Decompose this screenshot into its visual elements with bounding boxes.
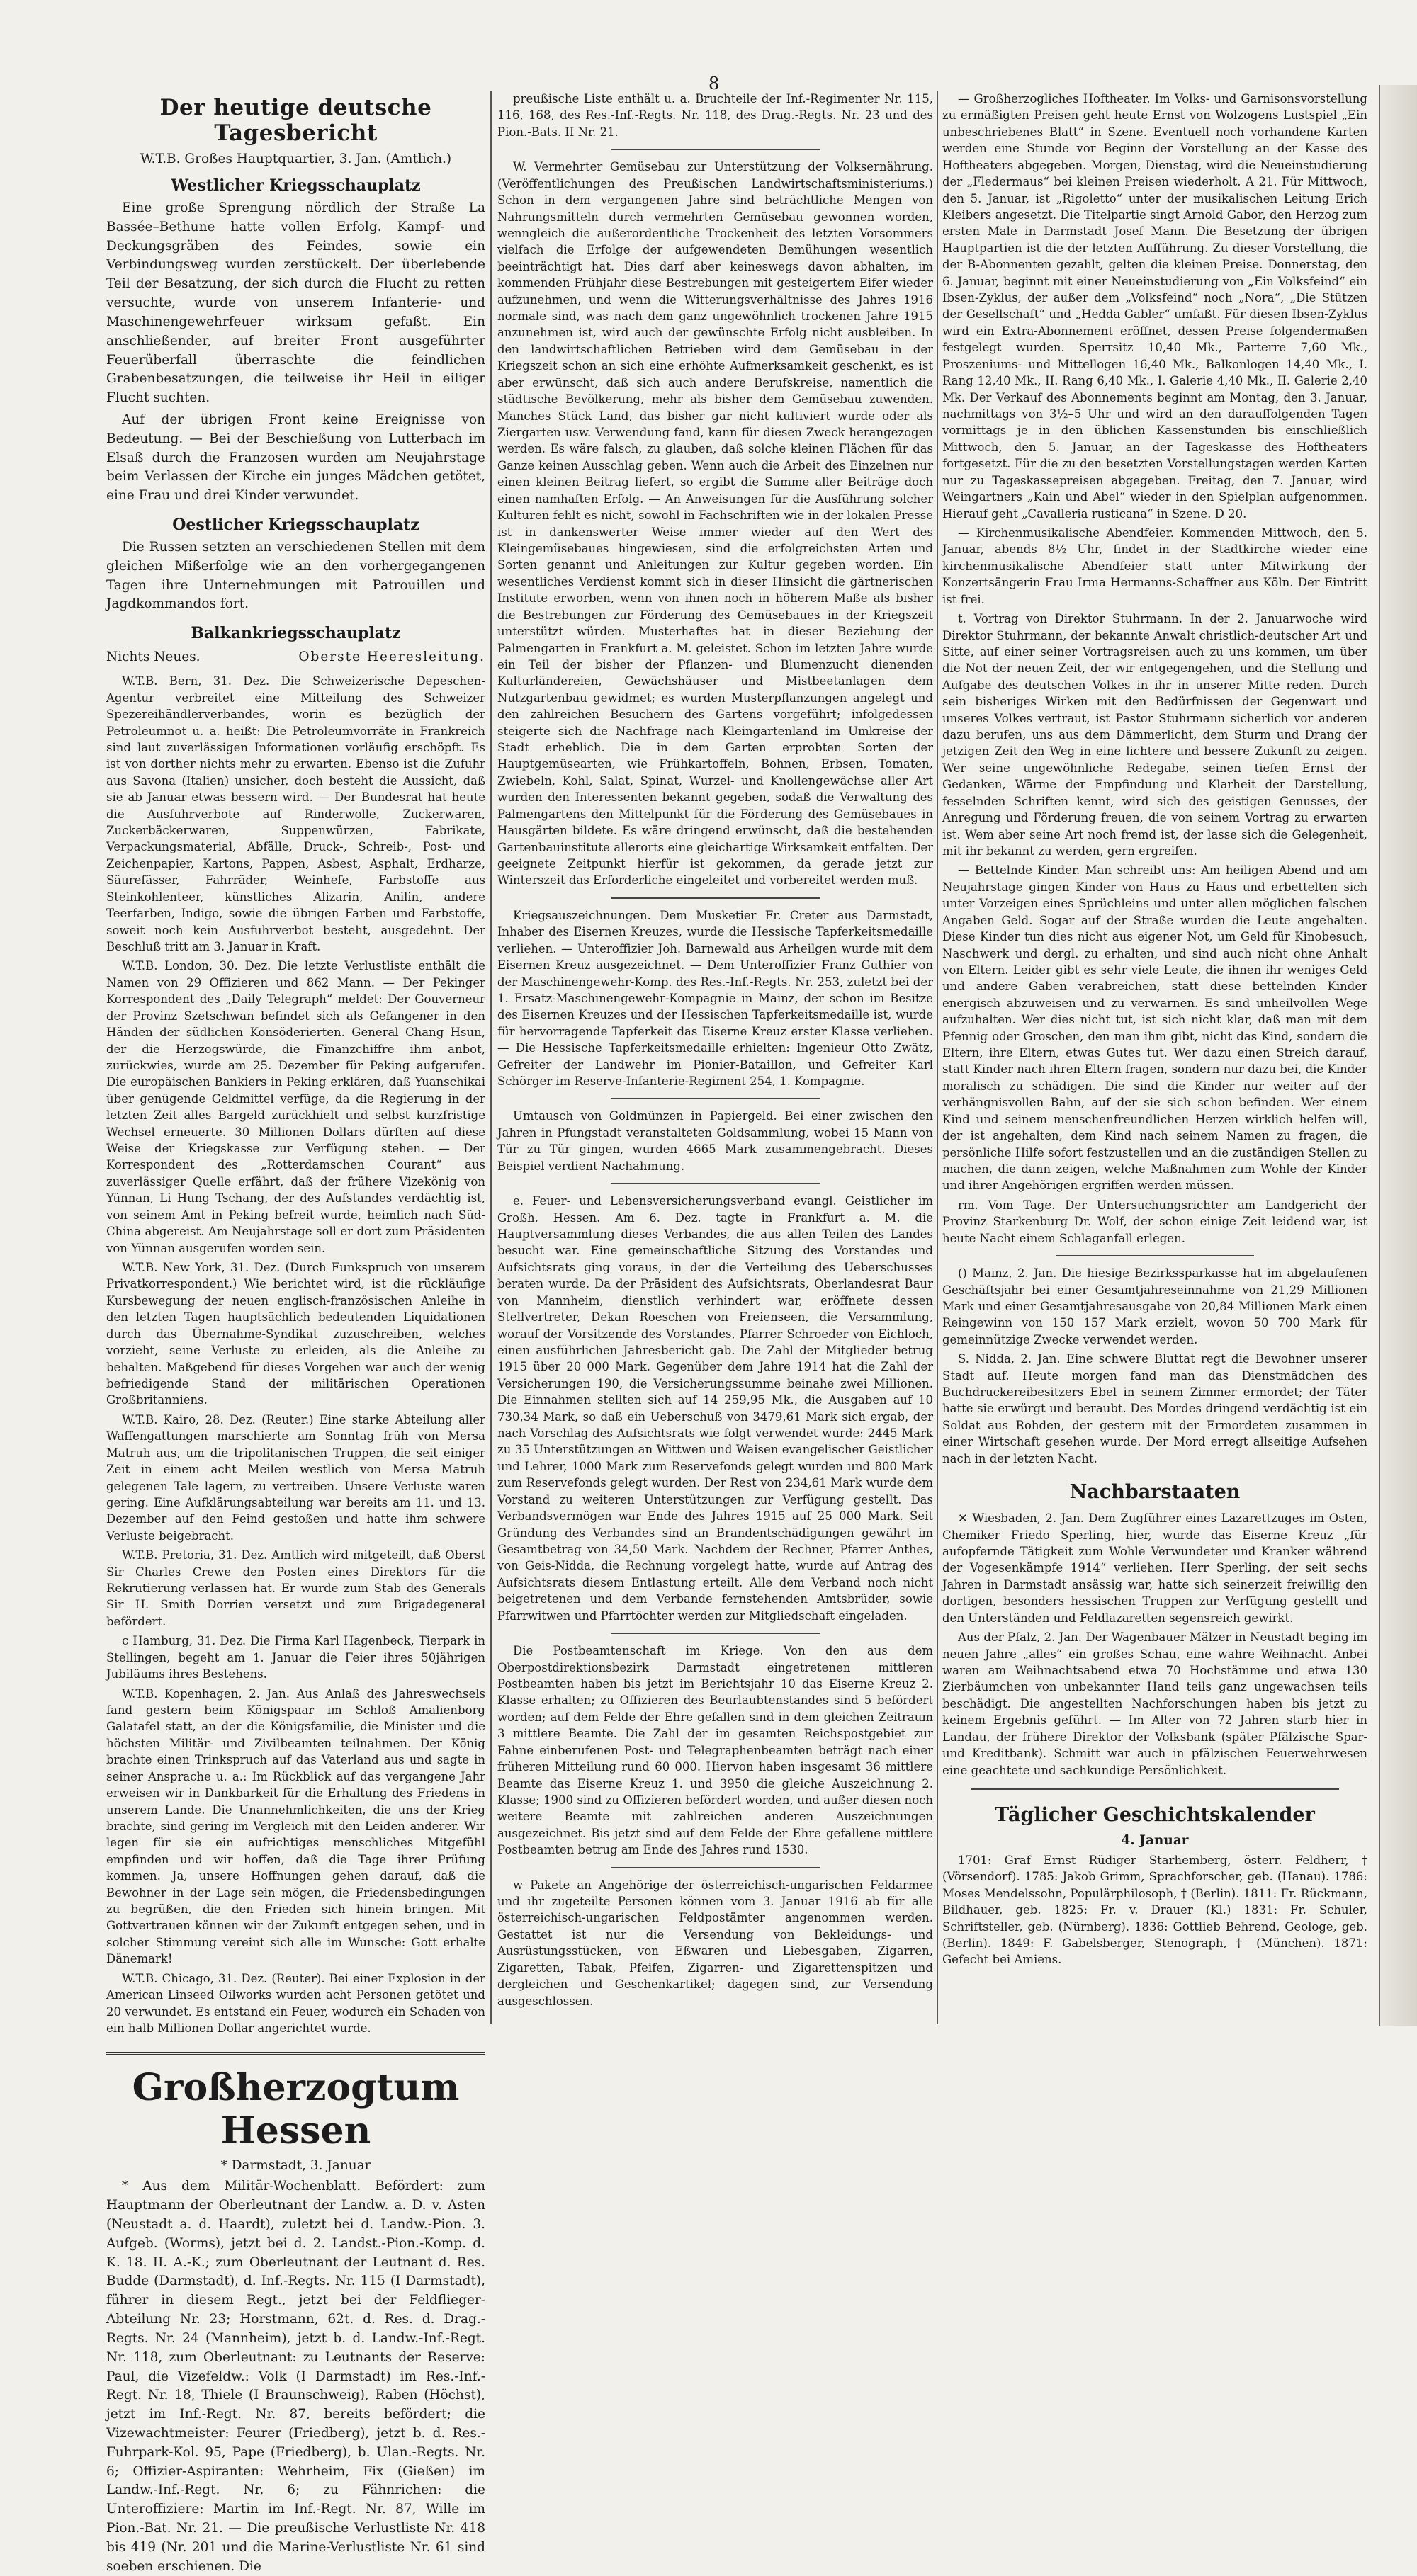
report-dateline: W.T.B. Großes Hauptquartier, 3. Jan. (Amtlich.) (140, 152, 452, 166)
article-mainz: () Mainz, 2. Jan. Die hiesige Bezirkssparkasse hat im abgelaufenen Geschäftsjahr bei einer Gesamtjahreseinnahme von 21,29 Millionen Mark und einer Gesamtjahresausgabe von 20,84 Millionen Mark einen Reingewinn von 150 157 Mark erzielt, wovon 50 700 Mark für gemeinnützige Zwecke verwendet werden. (942, 1266, 1367, 1346)
divider (611, 149, 820, 150)
article-nidda: S. Nidda, 2. Jan. Eine schwere Bluttat regt die Bewohner unserer Stadt auf. Heute morgen fand man das Dienstmädchen des Buchdruckereibesitzers Ebel in seinem Zimmer ermordet; der Täter hatte sie erwürgt und beraubt. Des Mordes dringend verdächtig ist ein Soldat aus Rohden, der gestern mit der Ermordeten zusammen in einer Wirtschaft gesehen wurde. Der Mord erregt allseitige Aufsehen nach in der letzten Nacht. (942, 1352, 1367, 1465)
article-versicherungsverband: e. Feuer- und Lebensversicherungsverband evangl. Geistlicher im Großh. Hessen. Am 6. Dez. tagte in Frankfurt a. M. die Hauptversammlung dieses Verbandes, die aus allen Teilen des Landes besucht war. Eine gemeinschaftliche Sitzung des Vorstandes und Aufsichtsrats ging voraus, in der die Verteilung des Ueberschusses beraten wurde. Da der Präsident des Aufsichtsrats, Oberlandesrat Baur von Mannheim, dienstlich verhindert war, eröffnete dessen Stellvertreter, Dekan Roeschen von Freienseen, die Versammlung, worauf der Vorsitzende des Vorstandes, Pfarrer Schroeder von Eichloch, einen ausführlichen Jahresbericht gab. Die Zahl der Mitglieder betrug 1915 über 20 000 Mark. Gegenüber dem Jahre 1914 hat die Zahl der Versicherungen 190, die Versicherungssumme beinahe zwei Millionen. Die Einnahmen stellten sich auf 14 259,95 Mk., die Ausgaben auf 10 730,34 Mark, so daß ein Ueberschuß von 3479,61 Mark sich ergab, der nach Vorschlag des Aufsichtsrats wie folgt verwendet wurde: 2445 Mark zu 35 Unterstützungen an Wittwen und Waisen evangelischer Geistlicher und Lehrer, 1000 Mark zum Reservefonds gelegt wurden und 800 Mark zum Reservefonds gelegt wurden. Der Rest von 234,61 Mark wurde dem Vorstand zu weiteren Unterstützungen zur Verfügung gestellt. Das Verbandsvermögen war Ende des Jahres 1915 auf 25 000 Mark. Seit Gründung des Verbandes sind an Brandentschädigungen gewährt im Gesamtbetrag von 34,50 Mark. Nachdem der Rechner, Pfarrer Anthes, von Geis-Nidda, die Rechnung vorgelegt hatte, wurde auf Antrag des Aufsichtsrats diesem Entlastung erteilt. Alle dem Verband noch nicht beigetretenen und dem Verbande fernstehenden Amtsbrüder, sowie Pfarrwitwen und Pfarrtöchter werden zur Mitgliedschaft eingeladen. (497, 1194, 933, 1623)
column-right-body (942, 91, 1367, 1467)
column-middle (497, 91, 933, 2024)
article-paragraph: Eine große Sprengung nördlich der Straße La Bassée–Bethune hatte vollen Erfolg. Kampf- und Deckungsgräben des Feindes, sowie ein Verbindungsweg wurden zerstückelt. Der überlebende Teil der Besatzung, der sich durch die Flucht zu retten versuchte, wurde von unserem Infanterie- und Maschinengewehrfeuer wirksam gefaßt. Ein anschließender, auf breiter Front ausgeführter Feuerüberfall überraschte die feindlichen Grabenbesatzungen, die teilweise ihr Heil in eiliger Flucht suchten. (106, 200, 485, 406)
article-vom-tage: rm. Vom Tage. Der Untersuchungsrichter am Landgericht der Provinz Starkenburg Dr. Wolf, der schon einige Zeit leidend war, ist heute Nacht einem Schlaganfall erlegen. (942, 1198, 1367, 1245)
divider (1056, 1255, 1254, 1256)
article-vortrag: t. Vortrag von Direktor Stuhrmann. In der 2. Januarwoche wird Direktor Stuhrmann, der bekannte Anwalt christlich-deutscher Art und Sitte, auf einer seiner Vortragsreisen auch zu uns kommen, um über die Not der neuen Zeit, der wir entgegengehen, und die Stellung und Aufgabe des deutschen Volkes in ihr in unserer Mitte reden. Durch sein bisheriges Wirken mit den Bedürfnissen der Gegenwart und unseres Volkes vertraut, ist Pastor Stuhrmann sicherlich vor anderen dazu berufen, uns aus dem Dämmerlicht, dem Sturm und Drang der jetzigen Zeit den Weg in eine lichtere und bessere Zukunft zu zeigen. Wer seine ungewöhnliche Redegabe, seinen tiefen Ernst der Gedanken, Wärme der Empfindung und Klarheit der Darstellung, fesselnden Schriften kennt, wird sich des geistigen Genusses, der Anregung und Förderung freuen, die von seinem Vortrag zu erwarten ist. Wem aber seine Art noch fremd ist, der lasse sich die Gelegenheit, mit ihr bekannt zu werden, gern ergreifen. (942, 612, 1367, 858)
daily-report-heading: Der heutige deutsche Tagesbericht (159, 95, 432, 146)
neighbor-states-body (942, 1510, 1367, 1778)
column-left (106, 91, 485, 2574)
hessen-section-heading: Großherzogtum Hessen (106, 2052, 485, 2152)
article-goldmuenzen: Umtausch von Goldmünzen in Papiergeld. Bei einer zwischen den Jahren in Pfungstadt veranstalteten Goldsammlung, wobei 15 Mann von Tür zu Tür gingen, wurden 4665 Mark zusammengebracht. Dieses Beispiel verdient Nachahmung. (497, 1109, 933, 1173)
news-item-kopenhagen: W.T.B. Kopenhagen, 2. Jan. Aus Anlaß des Jahreswechsels fand gestern beim Königspaar im Schloß Amalienborg Galatafel statt, an der die Königsfamilie, die Minister und die höchsten Militär- und Zivilbeamten teilnahmen. Der König brachte einen Trinkspruch auf das Vaterland aus und sagte in seiner Ansprache u. a.: Im Rückblick auf das vergangene Jahr erweisen wir in Dankbarkeit für die Erhaltung des Friedens in unserem Lande. Die Unannehmlichkeiten, die uns der Krieg brachte, sind gering im Vergleich mit den Leiden anderer. Wir legen für sie ein aufrichtiges menschliches Mitgefühl empfinden und wir hoffen, daß die Tage ihrer Prüfung kommen. Ja, unsere Hoffnungen gehen darauf, daß die Bewohner in der Lage sein mögen, die Friedensbedingungen zu begrüßen, die den Frieden sich hinein bringen. Mit Gottvertrauen können wir der Zukunft entgegen sehen, und in solcher Stimmung vereint sich alle im Wunsche: Gott erhalte Dänemark! (106, 1686, 485, 1966)
divider (611, 1867, 820, 1868)
report-signature (106, 649, 485, 664)
news-item-london: W.T.B. London, 30. Dez. Die letzte Verlustliste enthält die Namen von 29 Offizieren und 862 Mann. — Der Pekinger Korrespondent des „Daily Telegraph“ meldet: Der Gouverneur der Provinz Szetschwan befindet sich als Gefangener in den Händen der südlichen Konsöderierten. General Chang Hsun, der die Herzogswürde, die Finanzchiffre ihm anbot, zurückwies, wurde am 25. Dezember für Peking aufgerufen. Die europäischen Bankiers in Peking erklären, daß Yuanschikai über genügende Geldmittel verfüge, da die Regierung in der letzten Zeit alles Bargeld zurückhielt und selbst kurzfristige Wechsel erneuerte. 30 Millionen Dollars dürften auf diese Weise der Kriegskasse zur Verfügung stehen. — Der Korrespondent des „Rotterdamschen Courant“ aus zuverlässiger Quelle erfährt, daß der frühere Vizekönig von Yünnan, Li Hung Tschang, der des Aufstandes verdächtig ist, von seinem Amt in Peking befreit wurde, heimlich nach Süd-China abgereist. Am Neujahrstage soll er dort zum Präsidenten von Yünnan ausgerufen worden sein. (106, 959, 485, 1255)
news-dispatches (106, 673, 485, 2036)
article-pakete: w Pakete an Angehörige der österreichisch-ungarischen Feldarmee und ihr zugeteilte Personen können vom 3. Januar 1916 ab für alle österreichisch-ungarischen Feldpostämter angenommen werden. Gestattet ist nur die Versendung von Bekleidungs- und Ausrüstungsstücken, von Eßwaren und Liebesgaben, Zigarren, Zigaretten, Tabak, Pfeifen, Zigarren- und Zigarettenspitzen und dergleichen und Geschenkartikel; dagegen sind, zur Versendung ausgeschlossen. (497, 1878, 933, 2008)
column-middle-body (497, 91, 933, 2009)
page-number: 8 (708, 74, 720, 93)
divider (611, 1633, 820, 1634)
news-item-bern: W.T.B. Bern, 31. Dez. Die Schweizerische Depeschen-Agentur verbreitet eine Mitteilung des Schweizer Spezereihändlerverbandes, worin es bezüglich der Petroleumnot u. a. heißt: Die Petroleumvorräte in Frankreich sind laut zuverlässigen Informationen vorläufig erschöpft. Es ist von dorther nichts mehr zu erwarten. Ebenso ist die Zufuhr aus Savona (Italien) unsicher, doch besteht die Aussicht, daß sie ab Januar etwas bessern wird. — Der Bundesrat hat heute die Ausfuhrverbote auf Rinderwolle, Zuckerwaren, Zuckerbäckerwaren, Suppenwürzen, Fabrikate, Verpackungsmaterial, Abfälle, Druck-, Schreib-, Post- und Zeichenpapier, Kartons, Pappen, Asbest, Asphalt, Erdharze, Säurefässer, Fahrräder, Weinhefe, Farbstoffe aus Steinkohlenteer, künstliches Alizarin, Anilin, andere Teerfarben, Indigo, sowie die übrigen Farben und Farbstoffe, soweit noch kein Ausfuhrverbot besteht, ausgedehnt. Der Beschluß tritt am 3. Januar in Kraft. (106, 674, 485, 953)
history-calendar-body (942, 1852, 1367, 1968)
west-front-heading: Westlicher Kriegsschauplatz (171, 176, 421, 195)
column-rule (490, 91, 492, 2024)
history-calendar-date: 4. Januar (1121, 1832, 1189, 1848)
news-item-pretoria: W.T.B. Pretoria, 31. Dez. Amtlich wird mitgeteilt, daß Oberst Sir Charles Crewe den Posten eines Direktors für die Rekrutierung verlassen hat. Er wurde zum Stab des Generals Sir H. Smith Dorrien versetzt und zum Brigadegeneral befördert. (106, 1548, 485, 1628)
column-rule (937, 91, 938, 2024)
article-hoftheater: — Großherzogliches Hoftheater. Im Volks- und Garnisonsvorstellung zu ermäßigten Preisen geht heute Ernst von Wolzogens Lustspiel „Ein unbeschriebenes Blatt“ in Szene. Eventuell noch vorhandene Karten werden eine Stunde vor Beginn der Vorstellung an der Kasse des Hoftheaters abgegeben. Morgen, Dienstag, wird die Neueinstudierung der „Fledermaus“ bei kleinen Preisen wiederholt. A 21. Für Mittwoch, den 5. Januar, ist „Rigoletto“ unter der musikalischen Leitung Erich Kleibers angesetzt. Die Titelpartie singt Arnold Gabor, den Herzog zum ersten Male in Darmstadt Josef Mann. Die Besetzung der übrigen Hauptpartien ist die der letzten Aufführung. Zu dieser Vorstellung, die der B-Abonnenten gezahlt, gelten die kleinen Preise. Donnerstag, den 6. Januar, beginnt mit einer Neueinstudierung von „Ein Volksfeind“ ein Ibsen-Zyklus, der außer dem „Volksfeind“ noch „Nora“, „Die Stützen der Gesellschaft“ und „Hedda Gabler“ umfaßt. Für diesen Ibsen-Zyklus wird ein Extra-Abonnement eröffnet, dessen Preise folgendermaßen festgelegt wurden. Sperrsitz 10,40 Mk., Parterre 7,60 Mk., Proszeniums- und Mittellogen 16,40 Mk., Balkonlogen 14,40 Mk., I. Rang 12,40 Mk., II. Rang 6,40 Mk., I. Galerie 4,40 Mk., II. Galerie 2,40 Mk. Der Verkauf des Abonnements beginnt am Montag, den 3. Januar, nachmittags von 3½–5 Uhr und wird an den darauffolgenden Tagen vormittags je in den üblichen Kassenstunden bis einschließlich Mittwoch, den 5. Januar, an der Tageskasse des Hoftheaters fortgesetzt. Für die zu den besetzten Vorstellungstagen werden Karten nur zu Tageskassepreisen abgegeben. Freitag, den 7. Januar, wird Weingartners „Kain und Abel“ wieder in den Spielplan aufgenommen. Hierauf geht „Cavalleria rusticana“ in Szene. D 20. (942, 92, 1367, 521)
article-paragraph: preußische Liste enthält u. a. Bruchteile der Inf.-Regimenter Nr. 115, 116, 168, des Res.-Inf.-Regts. Nr. 118, des Drag.-Regts. Nr. 23 und des Pion.-Bats. II Nr. 21. (497, 92, 933, 139)
article-paragraph: Die Russen setzten an verschiedenen Stellen mit dem gleichen Mißerfolge wie an den vorhergegangenen Tagen ihre Unternehmungen mit Patrouillen und Jagdkommandos fort. (106, 540, 485, 612)
balkan-front-heading: Balkankriegsschauplatz (191, 624, 401, 643)
news-item-chicago: W.T.B. Chicago, 31. Dez. (Reuter). Bei einer Explosion in der American Linseed Oilworks wurden acht Personen getötet und 20 verwundet. Es entstand ein Feuer, wodurch ein Schaden von ein halb Millionen Dollar angerichtet wurde. (106, 1971, 485, 2035)
article-abendfeier: — Kirchenmusikalische Abendfeier. Kommenden Mittwoch, den 5. Januar, abends 8½ Uhr, findet in der Stadtkirche wieder eine kirchenmusikalische Abendfeier statt unter Mitwirkung der Konzertsängerin Frau Irma Hermanns-Schaffner aus Köln. Der Eintritt ist frei. (942, 526, 1367, 606)
divider (611, 897, 820, 899)
news-item-kairo: W.T.B. Kairo, 28. Dez. (Reuter.) Eine starke Abteilung aller Waffengattungen marschierte am Sonntag früh von Mersa Matruh aus, um die tripolitanischen Truppen, die seit einiger Zeit in einem acht Meilen westlich von Mersa Matruh gelegenen Tale lagern, zu vertreiben. Unsere Verluste waren gering. Eine Aufklärungsabteilung war bereits am 11. und 13. Dezember auf den Feind gestoßen und hatte ihm schwere Verluste beigebracht. (106, 1412, 485, 1543)
neighbor-states-heading: Nachbarstaaten (1069, 1481, 1241, 1504)
army-command-signature: Oberste Heeresleitung. (298, 649, 485, 665)
history-calendar-text: 1701: Graf Ernst Rüdiger Starhemberg, österr. Feldherr, † (Vörsendorf). 1785: Jakob Grimm, Sprachforscher, geb. (Hanau). 1786: Moses Mendelssohn, Populärphilosoph, † (Berlin). 1811: Fr. Rückmann, Bildhauer, geb. 1825: Fr. v. Drauer (Kl.) 1831: Fr. Schuler, Schriftsteller, geb. (Nürnberg). 1836: Gottlieb Behrend, Geologe, geb. (Berlin). 1849: F. Gabelsberger, Stenograph, † (München). 1871: Gefecht bei Amiens. (942, 1853, 1367, 1967)
balkan-status: Nichts Neues. (106, 649, 201, 665)
article-wiesbaden: ✕ Wiesbaden, 2. Jan. Dem Zugführer eines Lazarettzuges im Osten, Chemiker Friedo Sperling, hier, wurde das Eiserne Kreuz „für aufopfernde Tätigkeit zum Wohle Verwundeter und Kranker während der Vogesenkämpfe 1914“ verliehen. Herr Sperling, der seit sechs Jahren in Darmstadt ansässig war, hatte sich seinerzeit freiwillig den dortigen, besonders hessischen Truppen zur Verfügung gestellt und den Unterständen und Feldlazaretten segensreich gewirkt. (942, 1511, 1367, 1625)
column-right (942, 91, 1367, 2024)
news-item-hamburg: c Hamburg, 31. Dez. Die Firma Karl Hagenbeck, Tierpark in Stellingen, begeht am 1. Januar die Feier ihres 50jährigen Jubiläums ihres Bestehens. (106, 1634, 485, 1681)
article-pfalz: Aus der Pfalz, 2. Jan. Der Wagenbauer Mälzer in Neustadt beging im neuen Jahre „alles“ ein großes Schau, eine wahre Weihnacht. Anbei waren am Weihnachtsabend etwa 70 Hochstämme und etwa 130 Zierbäumchen von unbekannter Hand teils ganz ungewachsen teils beschädigt. Die angestellten Nachforschungen haben bis jetzt zu keinem Ergebnis geführt. — Im Alter von 72 Jahren starb hier in Landau, der frühere Direktor der Volksbank (später Pfälzische Spar- und Kreditbank). Schmitt war auch in pfälzischen Feuerwehrwesen eine geachtete und sachkundige Persönlichkeit. (942, 1630, 1367, 1777)
adjacent-page-edge (1379, 85, 1417, 2026)
history-calendar-heading: Täglicher Geschichtskalender (995, 1803, 1315, 1826)
article-kriegsauszeichnungen: Kriegsauszeichnungen. Dem Musketier Fr. Creter aus Darmstadt, Inhaber des Eisernen Kreuzes, wurde die Hessische Tapferkeitsmedaille verliehen. — Unteroffizier Joh. Barnewald aus Arheilgen wurde mit dem Eisernen Kreuz ausgezeichnet. — Dem Unteroffizier Franz Guthier von der Maschinengewehr-Komp. des Res.-Inf.-Regts. Nr. 253, zuletzt bei der 1. Ersatz-Maschinengewehr-Kompagnie in Mainz, der schon im Besitze des Eisernen Kreuzes und der Hessischen Tapferkeitsmedaille ist, wurde für hervorragende Tapferkeit das Eiserne Kreuz erster Klasse verliehen. — Die Hessische Tapferkeitsmedaille erhielten: Ingenieur Otto Zwätz, Gefreiter der Landwehr im Pionier-Bataillon, und Gefreiter Karl Schörger im Reserve-Infanterie-Regiment 254, 1. Kompagnie. (497, 908, 933, 1089)
hessen-dateline: * Darmstadt, 3. Januar (220, 2158, 371, 2174)
divider (611, 1098, 820, 1099)
article-paragraph: * Aus dem Militär-Wochenblatt. Befördert: zum Hauptmann der Oberleutnant der Landw. a. D. v. Asten (Neustadt a. d. Haardt), zuletzt bei d. Landw.-Pion. 3. Aufgeb. (Worms), jetzt bei d. 2. Landst.-Pion.-Komp. d. K. 18. II. A.-K.; zum Oberleutnant der Leutnant d. Res. Budde (Darmstadt), d. Inf.-Regts. Nr. 115 (I Darmstadt), führer in diesem Regt., jetzt bei der Feldflieger-Abteilung Nr. 23; Horstmann, 62t. d. Res. d. Drag.-Regts. Nr. 24 (Mannheim), jetzt b. d. Landw.-Inf.-Regt. Nr. 118, zum Oberleutnant: zu Leutnants der Reserve: Paul, die Vizefeldw.: Volk (I Darmstadt) im Res.-Inf.-Regt. Nr. 18, Thiele (I Braunschweig), Raben (Höchst), jetzt im Inf.-Regt. Nr. 87, bereits befördert; die Vizewachtmeister: Feurer (Friedberg), jetzt b. d. Res.-Fuhrpark-Kol. 95, Pape (Friedberg), b. Ulan.-Regts. Nr. 6; Offizier-Aspiranten: Wehrheim, Fix (Gießen) im Landw.-Inf.-Regt. Nr. 6; zu Fähnrichen: die Unteroffiziere: Martin im Inf.-Regt. Nr. 87, Wille im Pion.-Bat. Nr. 21. — Die preußische Verlustliste Nr. 418 bis 419 (Nr. 201 und die Marine-Verlustliste Nr. 61 sind soeben erschienen. Die (106, 2179, 485, 2574)
article-bettelnde-kinder: — Bettelnde Kinder. Man schreibt uns: Am heiligen Abend und am Neujahrstage gingen Kinder von Haus zu Haus und erbettelten sich unter Vorzeigen eines Sprüchleins und unter allen möglichen falschen Angaben Geld. Sogar auf der Straße wurden die Leute angehalten. Diese Kinder tun dies nicht aus eigener Not, um Geld für Kinobesuch, Naschwerk und dergl. zu erhalten, und sind auch nicht ohne Anhalt von Eltern. Leider gibt es sehr viele Leute, die ihnen ihr weniges Geld und andere Gaben verabreichen, statt diese bettelnden Kinder energisch abzuweisen und zu verwarnen. Es sind unheilvollen Wege aufzuhalten. Wer dies nicht tut, ist sich nicht klar, daß man mit dem Pfennig oder Groschen, den man ihm gibt, nicht das Kind, sondern die Eltern, ihre Eltern, etwas Gutes tut. Wer dazu einen Streich darauf, statt Kinder nach ihren Eltern fragen, sondern nur dazu bei, die Kinder moralisch zu schädigen. Die sind die Kinder nur weiter auf der verhängnisvollen Bahn, auf der sie sich schon befinden. Wer einem Kind und seinem menschenfreundlichen Herzen wirklich helfen will, der ist angehalten, dem Kind nach seinem Namen zu fragen, die persönliche Hilfe sofort festzustellen und an die zuständigen Stellen zu machen, die dann zeigen, welche Maßnahmen zum Wohle der Kinder und ihrer Angehörigen ergriffen werden müssen. (942, 863, 1367, 1193)
article-gemuesebau: W. Vermehrter Gemüsebau zur Unterstützung der Volksernährung. (Veröffentlichungen des Preußischen Landwirtschaftsministeriums.) Schon in dem vergangenen Jahre sind beträchtliche Mengen von Nahrungsmitteln durch vermehrten Gemüsebau gewonnen worden, wenngleich die außerordentliche Trockenheit des letzten Vorsommers vielfach die Erfolge der aufgewendeten Bemühungen wesentlich beeinträchtigt hat. Dies darf aber keineswegs davon abhalten, im kommenden Frühjahr diese Bestrebungen mit gesteigertem Eifer wieder aufzunehmen, und wenn die Witterungsverhältnisse des Jahres 1916 normale sind, was nach dem ganz ungewöhnlich trockenen Jahre 1915 anzunehmen ist, wird auch der gewünschte Erfolg nicht ausbleiben. In den landwirtschaftlichen Betrieben wird dem Gemüsebau in der Kriegszeit schon an sich eine erhöhte Aufmerksamkeit geschenkt, es ist aber erwünscht, daß sich auch andere Berufskreise, namentlich die städtische Bevölkerung, mehr als bisher dem Gemüsebau zuwenden. Manches Stück Land, das bisher gar nicht kultiviert wurde oder als Ziergarten usw. Verwendung fand, kann für diesen Zweck herangezogen werden. Es wäre falsch, zu glauben, daß solche kleinen Flächen für das Ganze keinen Ausschlag geben. Wenn auch die Arbeit des Einzelnen nur einen kleinen Beitrag liefert, so ergibt die Summe aller Beiträge doch einen namhaften Erfolg. — An Anweisungen für die Ausführung solcher Kulturen fehlt es nicht, sowohl in Fachschriften wie in der lokalen Presse ist in dankenswerter Weise immer wieder auf den Wert des Kleingemüsebaues hingewiesen, sind die erfolgreichsten Arten und Sorten genannt und Anleitungen zur Kultur gegeben worden. Ein wesentliches Verdienst kommt sich in dieser Hinsicht die gärtnerischen Institute erworben, wenn von ihnen noch in höherem Maße als bisher die Bestrebungen zur Förderung des Gemüsebaues in der Kriegszeit unterstützt würden. Musterhaftes hat in dieser Beziehung der Palmengarten in Frankfurt a. M. geleistet. Schon im letzten Jahre wurde ein Teil der bisher der Pflanzen- und Blumenzucht dienenden Kulturländereien, Gewächshäuser und Mistbeetanlagen dem Nutzgartenbau gewidmet; es wurden Musterpflanzungen angelegt und den zahlreichen Besuchern des Gartens vorgeführt; infolgedessen steigerte sich die Nachfrage nach Kleingartenland im Umkreise der Stadt erheblich. Die in dem Garten erprobten Sorten der Hauptgemüsearten, wie Frühkartoffeln, Bohnen, Erbsen, Tomaten, Zwiebeln, Kohl, Salat, Spinat, Wurzel- und Knollengewächse aller Art wurden den Interessenten bekannt gegeben, sodaß die Verwaltung des Palmengartens den Mittelpunkt für die Förderung des Gemüsebaues in Hausgärten bildete. Es wäre dringend erwünscht, daß die bestehenden Gartenbauinstitute allerorts eine gleichartige Wirksamkeit entfalten. Der geeignete Zeitpunkt hierfür ist gekommen, da gerade jetzt zur Winterszeit das Erforderliche eingeleitet und vorbereitet werden muß. (497, 160, 933, 887)
news-item-new-york: W.T.B. New York, 31. Dez. (Durch Funkspruch von unserem Privatkorrespondent.) Wie berichtet wird, ist die rückläufige Kursbewegung der neuen englisch-französischen Anleihe in den letzten Tagen hauptsächlich bedeutenden Liquidationen durch das Übernahme-Syndikat zuzuschreiben, welches vorzieht, seine Verluste zu erleiden, als die Anleihe zu behalten. Maßgebend für dieses Vorgehen war auch der wenig befriedigende Stand der militärischen Operationen Großbritanniens. (106, 1261, 485, 1407)
east-front-heading: Oestlicher Kriegsschauplatz (172, 516, 419, 534)
divider (971, 1788, 1339, 1790)
article-paragraph: Auf der übrigen Front keine Ereignisse von Bedeutung. — Bei der Beschießung von Lutterbach im Elsaß durch die Franzosen wurden am Neujahrstage beim Verlassen der Kirche ein junges Mädchen getötet, eine Frau und drei Kinder verwundet. (106, 412, 485, 504)
article-postbeamtenschaft: Die Postbeamtenschaft im Kriege. Von den aus dem Oberpostdirektionsbezirk Darmstadt eingetretenen mittleren Postbeamten haben bis jetzt im Berichtsjahr 10 das Eiserne Kreuz 2. Klasse erhalten; zu Offizieren des Beurlaubtenstandes sind 5 befördert worden; auf dem Felde der Ehre gefallen sind in dem gleichen Zeitraum 3 mittlere Beamte. Die Zahl der im gesamten Reichspostgebiet zur Fahne einberufenen Post- und Telegraphenbeamten beträgt nach einer früheren Mitteilung rund 60 000. Hiervon haben insgesamt 36 mittlere Beamte das Eiserne Kreuz 1. und 3950 die gleiche Auszeichnung 2. Klasse; 1900 sind zu Offizieren befördert worden, und außer diesen noch weitere Beamte mit zahlreichen anderen Auszeichnungen ausgezeichnet. Bis jetzt sind auf dem Felde der Ehre gefallene mittlere Postbeamten betrug am Ende des Jahres rund 1530. (497, 1644, 933, 1857)
divider (611, 1183, 820, 1184)
